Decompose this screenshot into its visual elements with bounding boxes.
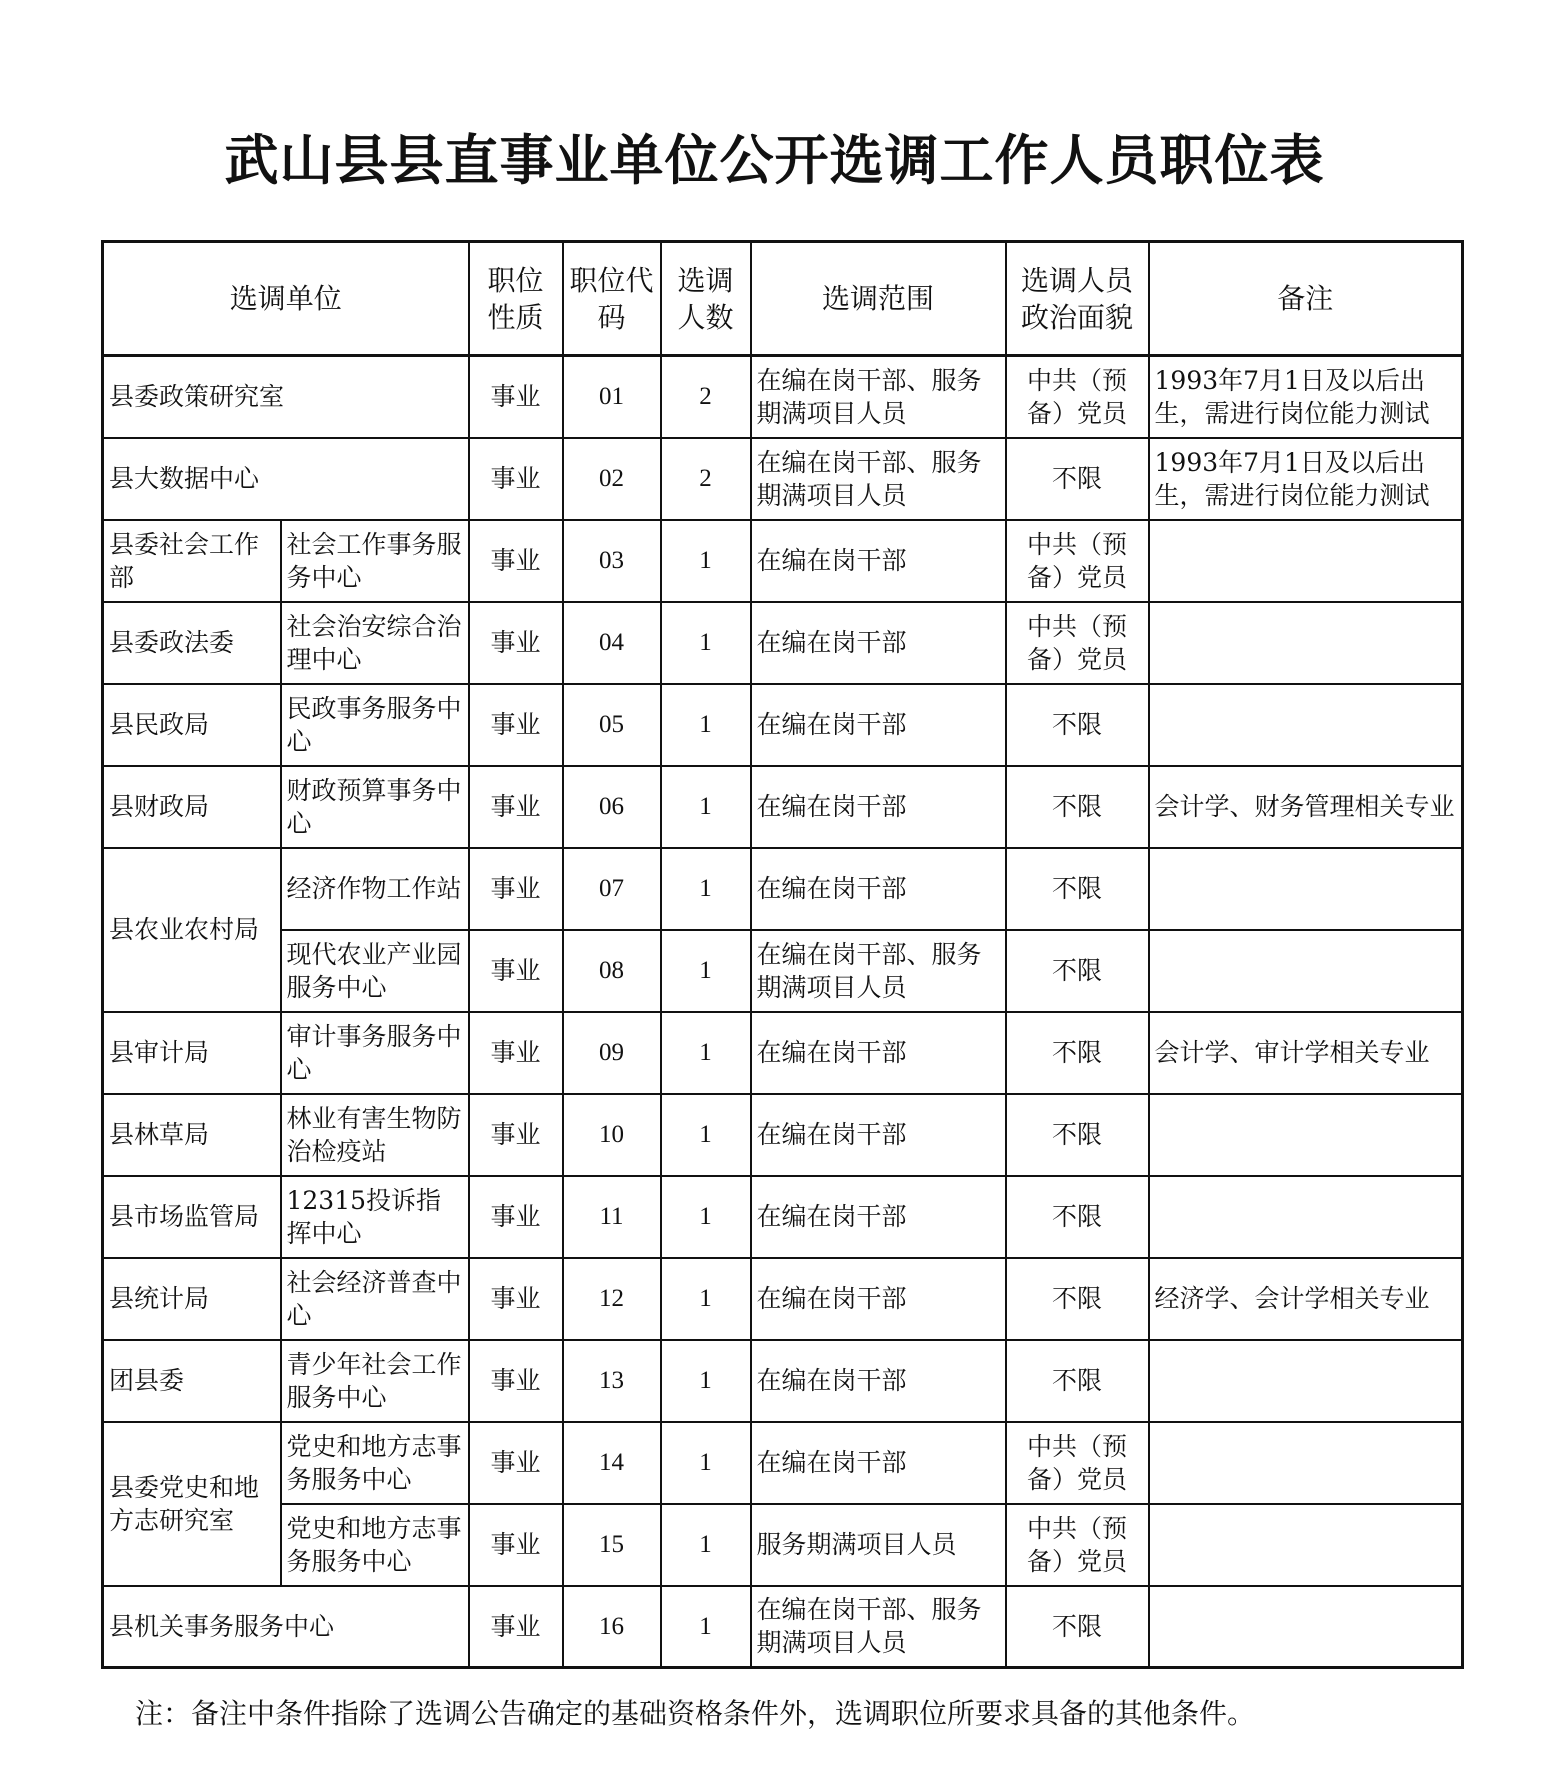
cell-political: 中共（预备）党员 (1006, 602, 1149, 684)
cell-remarks: 经济学、会计学相关专业 (1149, 1258, 1463, 1340)
cell-political: 不限 (1006, 438, 1149, 520)
cell-remarks (1149, 1176, 1463, 1258)
table-row (103, 1504, 1463, 1586)
cell-remarks (1149, 1586, 1463, 1668)
cell-count: 1 (661, 1094, 751, 1176)
cell-sub-unit: 社会工作事务服务中心 (281, 520, 469, 602)
table-row (103, 1258, 1463, 1340)
cell-political: 中共（预备）党员 (1006, 1422, 1149, 1504)
cell-code: 07 (563, 848, 661, 930)
cell-remarks: 1993年7月1日及以后出生，需进行岗位能力测试 (1149, 356, 1463, 438)
footnote: 注：备注中条件指除了选调公告确定的基础资格条件外，选调职位所要求具备的其他条件。 (135, 1697, 1256, 1730)
cell-unit: 县统计局 (103, 1258, 281, 1340)
cell-remarks: 会计学、财务管理相关专业 (1149, 766, 1463, 848)
cell-count: 1 (661, 684, 751, 766)
cell-unit: 县委社会工作部 (103, 520, 281, 602)
table-row (103, 1340, 1463, 1422)
cell-nature: 事业 (469, 1340, 563, 1422)
header-unit: 选调单位 (103, 242, 469, 356)
cell-scope: 在编在岗干部、服务期满项目人员 (751, 356, 1006, 438)
cell-code: 15 (563, 1504, 661, 1586)
cell-code: 05 (563, 684, 661, 766)
cell-sub-unit: 党史和地方志事务服务中心 (281, 1422, 469, 1504)
header-nature: 职位性质 (469, 242, 563, 356)
cell-count: 1 (661, 520, 751, 602)
cell-scope: 在编在岗干部 (751, 1176, 1006, 1258)
cell-unit: 县林草局 (103, 1094, 281, 1176)
table-row (103, 1094, 1463, 1176)
cell-remarks (1149, 1340, 1463, 1422)
cell-sub-unit: 经济作物工作站 (281, 848, 469, 930)
cell-count: 1 (661, 1258, 751, 1340)
table-row (103, 1586, 1463, 1668)
cell-scope: 在编在岗干部 (751, 1012, 1006, 1094)
cell-scope: 在编在岗干部 (751, 766, 1006, 848)
cell-unit: 县农业农村局 (103, 848, 281, 1012)
cell-remarks (1149, 520, 1463, 602)
cell-political: 不限 (1006, 1012, 1149, 1094)
cell-nature: 事业 (469, 1422, 563, 1504)
cell-scope: 在编在岗干部、服务期满项目人员 (751, 438, 1006, 520)
cell-code: 10 (563, 1094, 661, 1176)
cell-sub-unit: 林业有害生物防治检疫站 (281, 1094, 469, 1176)
cell-nature: 事业 (469, 520, 563, 602)
cell-count: 1 (661, 766, 751, 848)
cell-unit: 县委党史和地方志研究室 (103, 1422, 281, 1586)
cell-sub-unit: 财政预算事务中心 (281, 766, 469, 848)
cell-nature: 事业 (469, 848, 563, 930)
cell-code: 02 (563, 438, 661, 520)
cell-nature: 事业 (469, 766, 563, 848)
cell-scope: 在编在岗干部 (751, 1094, 1006, 1176)
cell-scope: 在编在岗干部 (751, 1422, 1006, 1504)
cell-scope: 在编在岗干部 (751, 602, 1006, 684)
table-row (103, 684, 1463, 766)
cell-remarks (1149, 1094, 1463, 1176)
table-row (103, 438, 1463, 520)
cell-remarks (1149, 930, 1463, 1012)
cell-remarks (1149, 684, 1463, 766)
cell-sub-unit: 社会经济普查中心 (281, 1258, 469, 1340)
header-remarks: 备注 (1149, 242, 1463, 356)
cell-scope: 在编在岗干部 (751, 848, 1006, 930)
cell-scope: 在编在岗干部 (751, 1340, 1006, 1422)
table-row (103, 1422, 1463, 1504)
position-table (101, 240, 1464, 1669)
cell-scope: 在编在岗干部 (751, 1258, 1006, 1340)
cell-scope: 在编在岗干部、服务期满项目人员 (751, 930, 1006, 1012)
cell-nature: 事业 (469, 1094, 563, 1176)
header-count: 选调人数 (661, 242, 751, 356)
cell-political: 不限 (1006, 1586, 1149, 1668)
cell-sub-unit: 党史和地方志事务服务中心 (281, 1504, 469, 1586)
header-code: 职位代码 (563, 242, 661, 356)
table-row (103, 1012, 1463, 1094)
cell-nature: 事业 (469, 1586, 563, 1668)
table-row (103, 930, 1463, 1012)
cell-nature: 事业 (469, 930, 563, 1012)
cell-scope: 在编在岗干部、服务期满项目人员 (751, 1586, 1006, 1668)
table-row (103, 848, 1463, 930)
cell-code: 03 (563, 520, 661, 602)
cell-count: 1 (661, 1504, 751, 1586)
cell-code: 14 (563, 1422, 661, 1504)
cell-code: 13 (563, 1340, 661, 1422)
table-row (103, 1176, 1463, 1258)
cell-political: 不限 (1006, 766, 1149, 848)
cell-scope: 在编在岗干部 (751, 684, 1006, 766)
cell-count: 1 (661, 1012, 751, 1094)
cell-unit: 团县委 (103, 1340, 281, 1422)
cell-remarks: 1993年7月1日及以后出生，需进行岗位能力测试 (1149, 438, 1463, 520)
cell-sub-unit: 青少年社会工作服务中心 (281, 1340, 469, 1422)
cell-unit: 县机关事务服务中心 (103, 1586, 469, 1668)
cell-political: 不限 (1006, 930, 1149, 1012)
cell-political: 中共（预备）党员 (1006, 520, 1149, 602)
cell-nature: 事业 (469, 356, 563, 438)
cell-nature: 事业 (469, 1258, 563, 1340)
cell-remarks (1149, 602, 1463, 684)
cell-count: 1 (661, 1422, 751, 1504)
table-row (103, 520, 1463, 602)
cell-count: 1 (661, 930, 751, 1012)
cell-code: 04 (563, 602, 661, 684)
table-row (103, 356, 1463, 438)
cell-sub-unit: 社会治安综合治理中心 (281, 602, 469, 684)
cell-count: 2 (661, 438, 751, 520)
cell-political: 中共（预备）党员 (1006, 1504, 1149, 1586)
cell-sub-unit: 审计事务服务中心 (281, 1012, 469, 1094)
cell-nature: 事业 (469, 684, 563, 766)
cell-scope: 在编在岗干部 (751, 520, 1006, 602)
cell-remarks (1149, 1504, 1463, 1586)
cell-count: 1 (661, 848, 751, 930)
cell-count: 1 (661, 1340, 751, 1422)
cell-political: 不限 (1006, 848, 1149, 930)
cell-unit: 县大数据中心 (103, 438, 469, 520)
cell-remarks: 会计学、审计学相关专业 (1149, 1012, 1463, 1094)
cell-political: 不限 (1006, 1176, 1149, 1258)
cell-unit: 县审计局 (103, 1012, 281, 1094)
cell-nature: 事业 (469, 602, 563, 684)
cell-unit: 县委政策研究室 (103, 356, 469, 438)
cell-nature: 事业 (469, 1176, 563, 1258)
cell-count: 1 (661, 1586, 751, 1668)
cell-code: 11 (563, 1176, 661, 1258)
cell-code: 06 (563, 766, 661, 848)
cell-remarks (1149, 1422, 1463, 1504)
cell-count: 1 (661, 1176, 751, 1258)
cell-nature: 事业 (469, 1012, 563, 1094)
cell-political: 不限 (1006, 684, 1149, 766)
cell-code: 01 (563, 356, 661, 438)
cell-sub-unit: 12315投诉指挥中心 (281, 1176, 469, 1258)
cell-political: 不限 (1006, 1094, 1149, 1176)
cell-unit: 县市场监管局 (103, 1176, 281, 1258)
cell-scope: 服务期满项目人员 (751, 1504, 1006, 1586)
cell-code: 12 (563, 1258, 661, 1340)
cell-nature: 事业 (469, 438, 563, 520)
cell-code: 08 (563, 930, 661, 1012)
cell-political: 中共（预备）党员 (1006, 356, 1149, 438)
header-scope: 选调范围 (751, 242, 1006, 356)
page-title: 武山县县直事业单位公开选调工作人员职位表 (224, 128, 1325, 192)
cell-unit: 县民政局 (103, 684, 281, 766)
cell-nature: 事业 (469, 1504, 563, 1586)
cell-unit: 县财政局 (103, 766, 281, 848)
table-row (103, 766, 1463, 848)
cell-count: 1 (661, 602, 751, 684)
cell-political: 不限 (1006, 1258, 1149, 1340)
cell-sub-unit: 民政事务服务中心 (281, 684, 469, 766)
header-row (103, 242, 1463, 356)
header-political: 选调人员政治面貌 (1006, 242, 1149, 356)
cell-code: 09 (563, 1012, 661, 1094)
cell-unit: 县委政法委 (103, 602, 281, 684)
table-row (103, 602, 1463, 684)
cell-code: 16 (563, 1586, 661, 1668)
cell-political: 不限 (1006, 1340, 1149, 1422)
cell-count: 2 (661, 356, 751, 438)
cell-sub-unit: 现代农业产业园服务中心 (281, 930, 469, 1012)
cell-remarks (1149, 848, 1463, 930)
